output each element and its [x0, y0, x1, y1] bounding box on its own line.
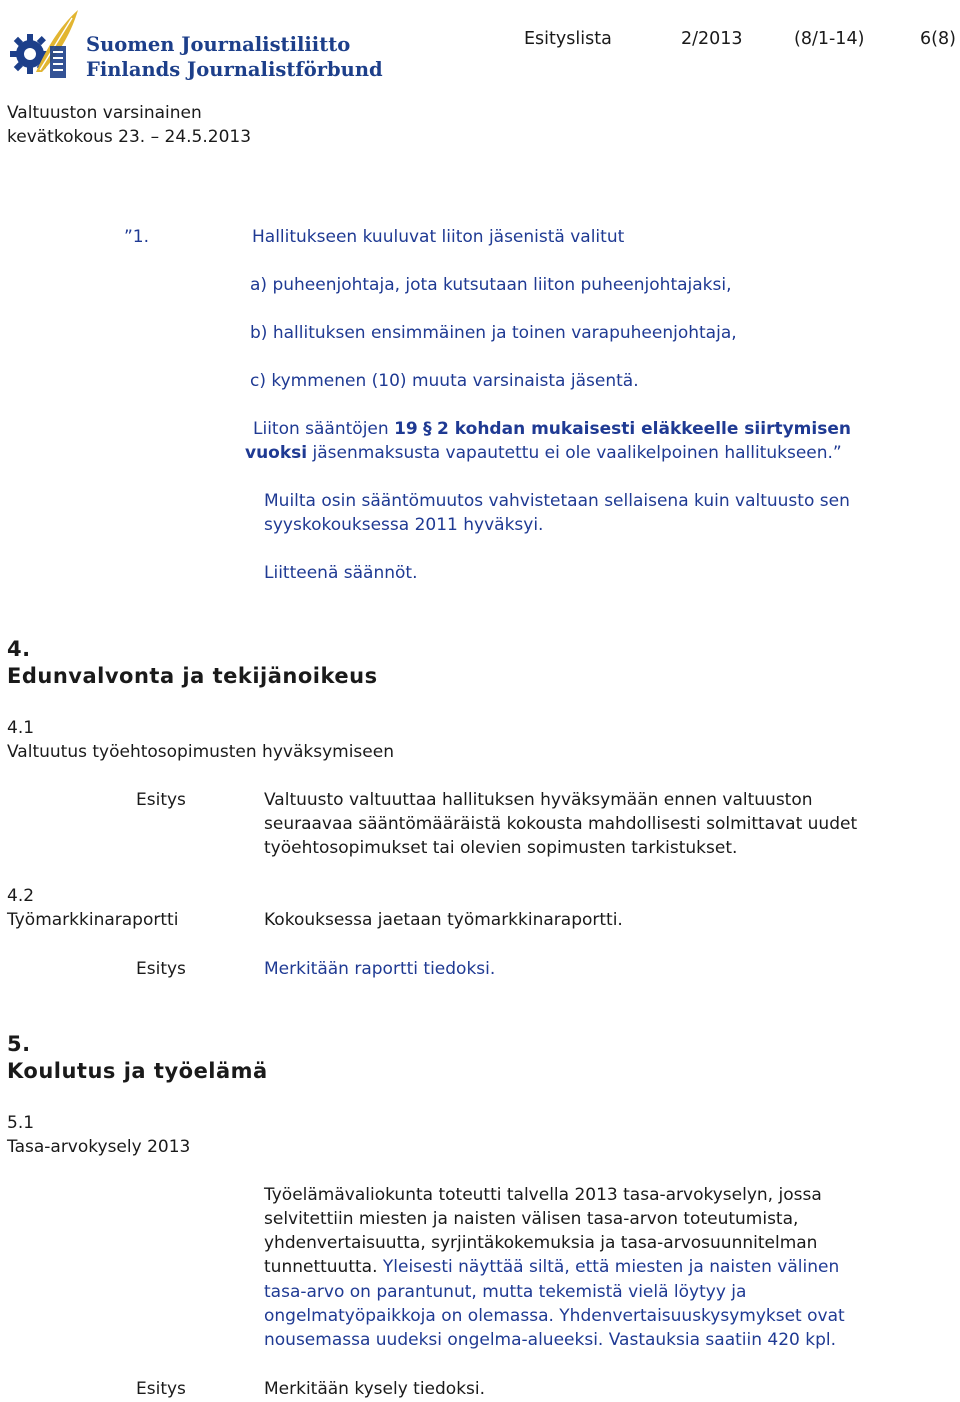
rule-attachment: Liitteenä säännöt. [264, 563, 418, 583]
section-sign: § [423, 419, 432, 439]
section-4-number: 4. [7, 637, 31, 661]
item-5-1-text-line-7: nousemassa uudeksi ongelma-alueeksi. Vastauksia saatiin 420 kpl. [264, 1330, 837, 1350]
item-4-2-proposal: Merkitään raportti tiedoksi. [264, 959, 496, 979]
rule-para-end: jäsenmaksusta vapautettu ei ole vaalikelpoinen hallitukseen.” [312, 443, 842, 463]
rule-other-line-1: Muilta osin sääntömuutos vahvistetaan sellaisena kuin valtuusto sen [264, 491, 850, 511]
doc-type: Esityslista [524, 29, 612, 49]
item-5-1-text-line-1: Työelämävaliokunta toteutti talvella 2013 tasa-arvokyselyn, jossa [264, 1185, 822, 1205]
item-4-1-proposal-line-2: seuraavaa sääntömääräistä kokousta mahdollisesti solmittavat uudet [264, 814, 858, 834]
item-5-1-text-line-6b: Yhdenvertaisuuskysymykset ovat [559, 1306, 845, 1326]
logo-line-finnish: Suomen Journalistiliitto [86, 33, 351, 56]
meeting-line-1: Valtuuston varsinainen [7, 103, 202, 123]
doc-number: 2/2013 [681, 29, 743, 49]
rule-para-start: Liiton sääntöjen [253, 419, 389, 439]
item-4-1-proposal-line-3: työehtosopimukset tai olevien sopimusten tarkistukset. [264, 838, 738, 858]
item-5-1-text-line-4b: Yleisesti näyttää siltä, että miesten ja naisten välinen [382, 1257, 840, 1277]
item-5-1-text-line-5: tasa-arvo on parantunut, mutta tekemistä vielä löytyy ja [264, 1282, 747, 1302]
section-5-title: Koulutus ja työelämä [7, 1059, 268, 1083]
meeting-line-2: kevätkokous 23. – 24.5.2013 [7, 127, 252, 147]
section-5-number: 5. [7, 1032, 31, 1056]
rule-paragraph-line-1 [253, 417, 851, 441]
item-5-1-proposal: Merkitään kysely tiedoksi. [264, 1379, 486, 1399]
item-4-1-proposal-line-1: Valtuusto valtuuttaa hallituksen hyväksymään ennen valtuuston [264, 790, 813, 810]
rule-para-bold-2: vuoksi [245, 443, 308, 463]
item-5-1-text-line-2: selvitettiin miesten ja naisten välisen tasa-arvon toteutumista, [264, 1209, 799, 1229]
rule-item-c: c) kymmenen (10) muuta varsinaista jäsentä. [250, 371, 639, 391]
item-4-2-number: 4.2 [7, 886, 35, 906]
doc-items: (8/1-14) [794, 29, 865, 49]
item-4-2-text: Kokouksessa jaetaan työmarkkinaraportti. [264, 910, 623, 930]
gear-quill-icon [6, 6, 86, 86]
item-5-1-text-line-6 [264, 1304, 845, 1328]
rule-item-a: a) puheenjohtaja, jota kutsutaan liiton puheenjohtajaksi, [250, 275, 732, 295]
item-5-1-text-line-4 [264, 1255, 839, 1279]
item-4-1-proposal-label: Esitys [136, 790, 186, 810]
item-5-1-text-line-4a: tunnettuutta. [264, 1257, 378, 1277]
logo-line-swedish: Finlands Journalistförbund [86, 58, 383, 81]
item-4-1-number: 4.1 [7, 718, 35, 738]
item-5-1-text-line-6a: ongelmatyöpaikkoja on olemassa. [264, 1306, 554, 1326]
item-5-1-proposal-label: Esitys [136, 1379, 186, 1399]
item-5-1-number: 5.1 [7, 1113, 35, 1133]
rule-para-bold: 2 kohdan mukaisesti eläkkeelle siirtymisen [437, 419, 851, 439]
rule-point-number: ”1. [124, 227, 150, 247]
item-4-2-title: Työmarkkinaraportti [7, 910, 179, 930]
item-5-1-title: Tasa-arvokysely 2013 [7, 1137, 191, 1157]
rule-para-number: 19 [394, 419, 418, 439]
item-4-2-proposal-label: Esitys [136, 959, 186, 979]
page-number: 6(8) [920, 29, 956, 49]
rule-item-b: b) hallituksen ensimmäinen ja toinen varapuheenjohtaja, [250, 323, 737, 343]
item-5-1-text-line-3: yhdenvertaisuutta, syrjintäkokemuksia ja tasa-arvosuunnitelman [264, 1233, 818, 1253]
rule-other-line-2: syyskokouksessa 2011 hyväksyi. [264, 515, 544, 535]
union-logo [6, 6, 383, 88]
item-4-1-title: Valtuutus työehtosopimusten hyväksymiseen [7, 742, 394, 762]
rule-intro: Hallitukseen kuuluvat liiton jäsenistä valitut [252, 227, 625, 247]
section-4-title: Edunvalvonta ja tekijänoikeus [7, 664, 378, 688]
rule-paragraph-line-2 [245, 441, 842, 465]
